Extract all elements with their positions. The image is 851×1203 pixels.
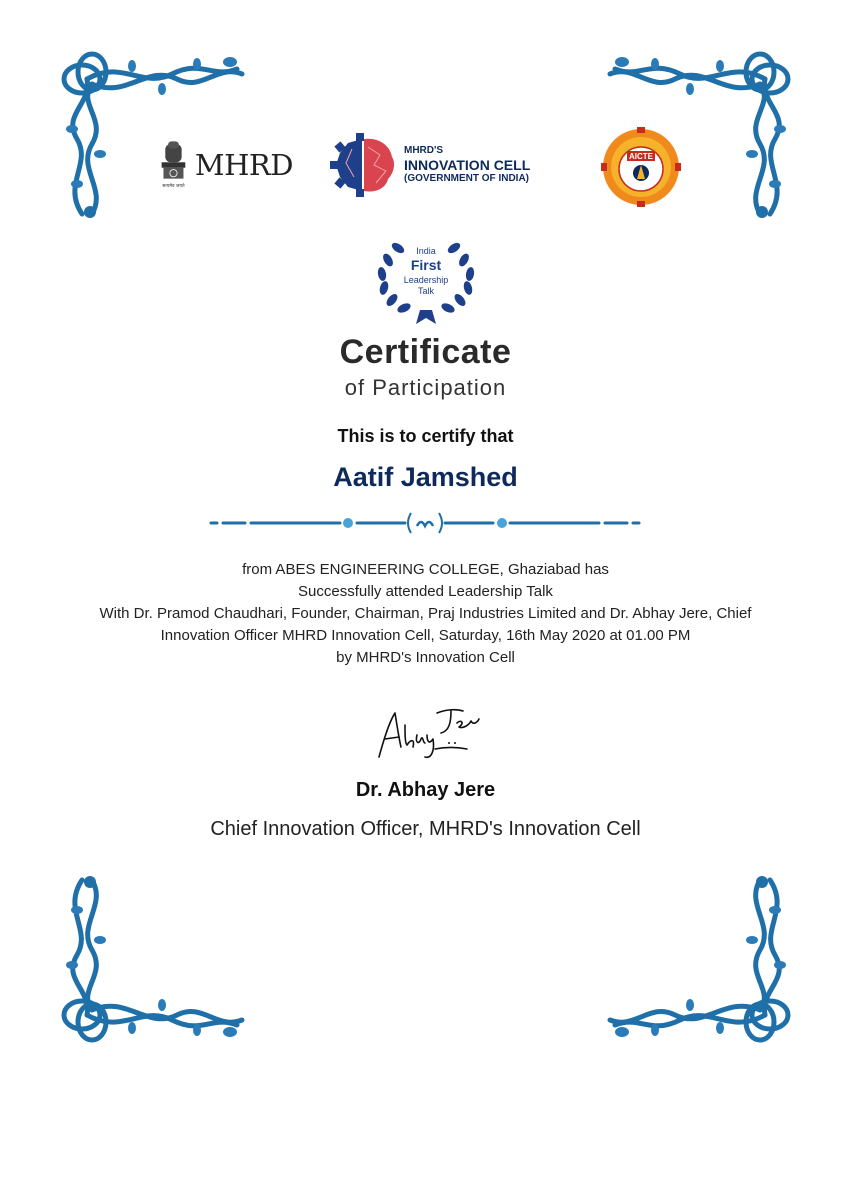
badge-line2: First [410,257,442,273]
brain-gear-icon [328,133,398,197]
corner-ornament-bottom-left [52,850,252,1050]
signature [365,695,485,765]
corner-ornament-bottom-right [600,850,800,1050]
innovation-cell-line1: MHRD'S [404,145,444,157]
badge-line1: India [416,246,436,256]
badge-line4: Talk [417,286,435,296]
national-emblem-icon [158,138,189,192]
innovation-cell-line3: (GOVERNMENT OF INDIA) [404,173,529,185]
ornament-icon [52,850,252,1050]
recipient-name: Aatif Jamshed [333,462,518,492]
ornamental-divider [205,510,645,536]
aicte-logo-text: AICTE [629,152,653,161]
body-line: With Dr. Pramod Chaudhari, Founder, Chairman, Praj Industries Limited and Dr. Abhay Jere, Chief [99,605,752,622]
certificate-body [40,559,811,669]
signer-name: Dr. Abhay Jere [355,779,496,801]
ornament-icon [600,850,800,1050]
aicte-logo [598,127,684,207]
badge-line3: Leadership [403,275,449,285]
certificate-subtitle: of Participation [344,375,507,400]
innovation-cell-logo [328,132,543,198]
certify-line: This is to certify that [337,426,514,446]
leadership-talk-badge [370,230,482,325]
innovation-cell-line2: INNOVATION CELL [404,156,531,173]
mhrd-logo-text: MHRD [194,148,293,182]
mhrd-logo [158,136,293,194]
body-line: by MHRD's Innovation Cell [336,649,515,666]
body-line: Successfully attended Leadership Talk [298,583,553,600]
body-line: from ABES ENGINEERING COLLEGE, Ghaziabad has [242,561,609,578]
body-line: Innovation Officer MHRD Innovation Cell, Saturday, 16th May 2020 at 01.00 PM [160,627,691,644]
signer-title: Chief Innovation Officer, MHRD's Innovation Cell [210,818,641,840]
emblem-caption: सत्यमेव जयते [162,183,185,189]
certificate-title: Certificate [339,333,512,371]
